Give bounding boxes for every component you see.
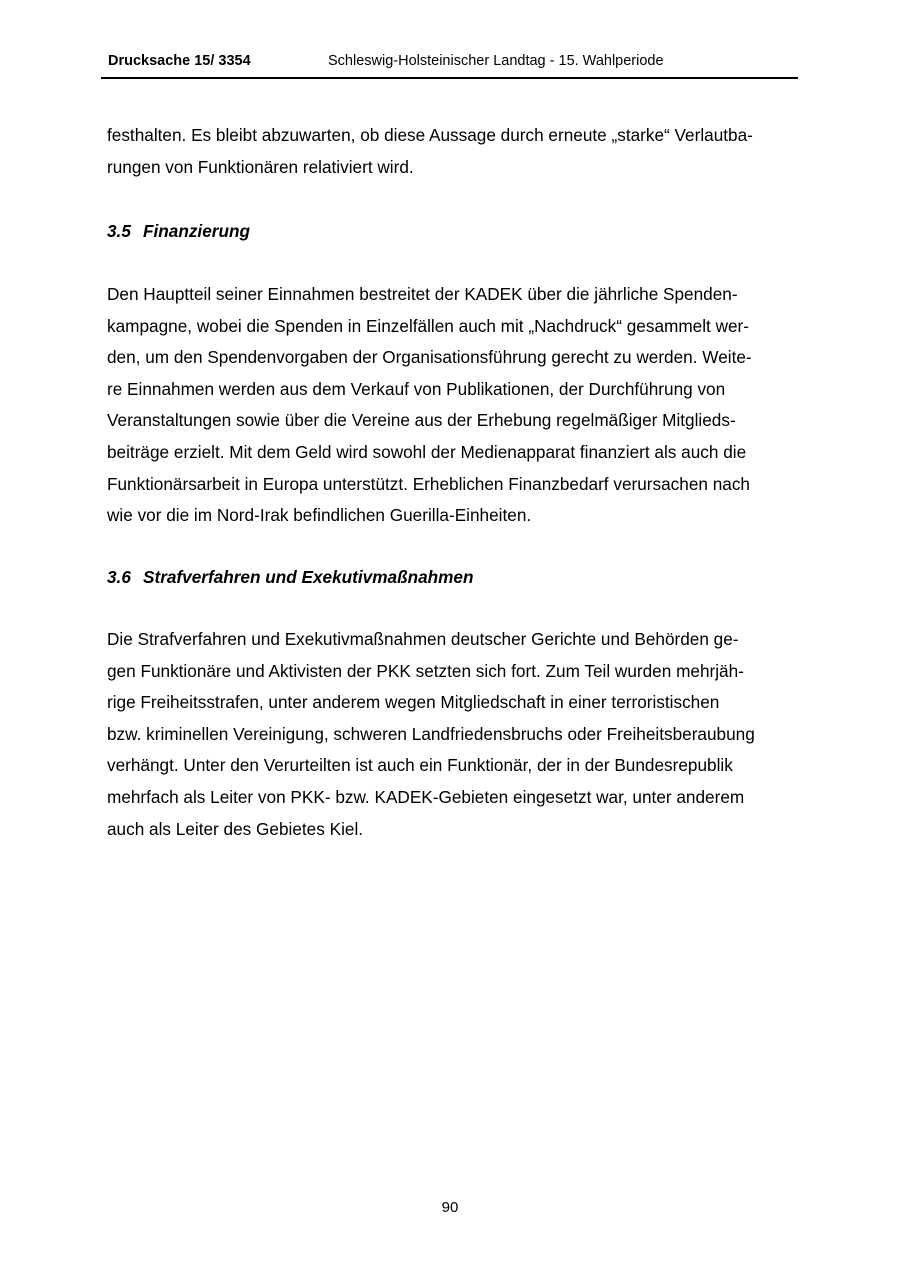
- page-number: 90: [441, 1199, 459, 1216]
- header-title: Schleswig-Holsteinischer Landtag - 15. Wahlperiode: [328, 53, 664, 69]
- document-number: Drucksache 15/ 3354: [108, 53, 251, 69]
- paragraph-line: Veranstaltungen sowie über die Vereine aus der Erhebung regelmäßiger Mitglieds-: [107, 410, 736, 431]
- paragraph-line: wie vor die im Nord-Irak befindlichen Guerilla-Einheiten.: [107, 505, 532, 526]
- paragraph-line: gen Funktionäre und Aktivisten der PKK setzten sich fort. Zum Teil wurden mehrjäh-: [107, 660, 744, 681]
- paragraph-line: rungen von Funktionären relativiert wird.: [107, 156, 414, 177]
- finanzierung-paragraph: [107, 279, 797, 532]
- section-number: 3.5: [107, 221, 131, 241]
- paragraph-line: Den Hauptteil seiner Einnahmen bestreitet der KADEK über die jährliche Spenden-: [107, 284, 738, 304]
- paragraph-line: Funktionärsarbeit in Europa unterstützt. Erheblichen Finanzbedarf verursachen nach: [107, 473, 750, 494]
- paragraph-line: kampagne, wobei die Spenden in Einzelfällen auch mit „Nachdruck“ gesammelt wer-: [107, 315, 749, 336]
- section-title: Finanzierung: [143, 221, 250, 241]
- page-header: [101, 50, 798, 79]
- paragraph-line: mehrfach als Leiter von PKK- bzw. KADEK-Gebieten eingesetzt war, unter anderem: [107, 786, 745, 807]
- paragraph-line: Die Strafverfahren und Exekutivmaßnahmen deutscher Gerichte und Behörden ge-: [107, 629, 739, 649]
- paragraph-line: re Einnahmen werden aus dem Verkauf von Publikationen, der Durchführung von: [107, 378, 726, 399]
- strafverfahren-paragraph: [107, 624, 797, 845]
- paragraph-line: auch als Leiter des Gebietes Kiel.: [107, 818, 364, 839]
- section-title: Strafverfahren und Exekutivmaßnahmen: [143, 567, 474, 587]
- section-heading-strafverfahren: [107, 565, 473, 589]
- paragraph-line: rige Freiheitsstrafen, unter anderem wegen Mitgliedschaft in einer terroristischen: [107, 692, 720, 713]
- paragraph-line: bzw. kriminellen Vereinigung, schweren Landfriedensbruchs oder Freiheitsberaubung: [107, 723, 755, 744]
- section-heading-finanzierung: [107, 219, 250, 243]
- paragraph-line: beiträge erzielt. Mit dem Geld wird sowohl der Medienapparat finanziert als auch die: [107, 441, 747, 462]
- paragraph-line: verhängt. Unter den Verurteilten ist auch ein Funktionär, der in der Bundesrepublik: [107, 755, 733, 776]
- paragraph-line: festhalten. Es bleibt abzuwarten, ob diese Aussage durch erneute „starke“ Verlautba-: [107, 125, 753, 145]
- section-number: 3.6: [107, 567, 131, 587]
- intro-paragraph: [107, 120, 797, 183]
- paragraph-line: den, um den Spendenvorgaben der Organisationsführung gerecht zu werden. Weite-: [107, 347, 752, 368]
